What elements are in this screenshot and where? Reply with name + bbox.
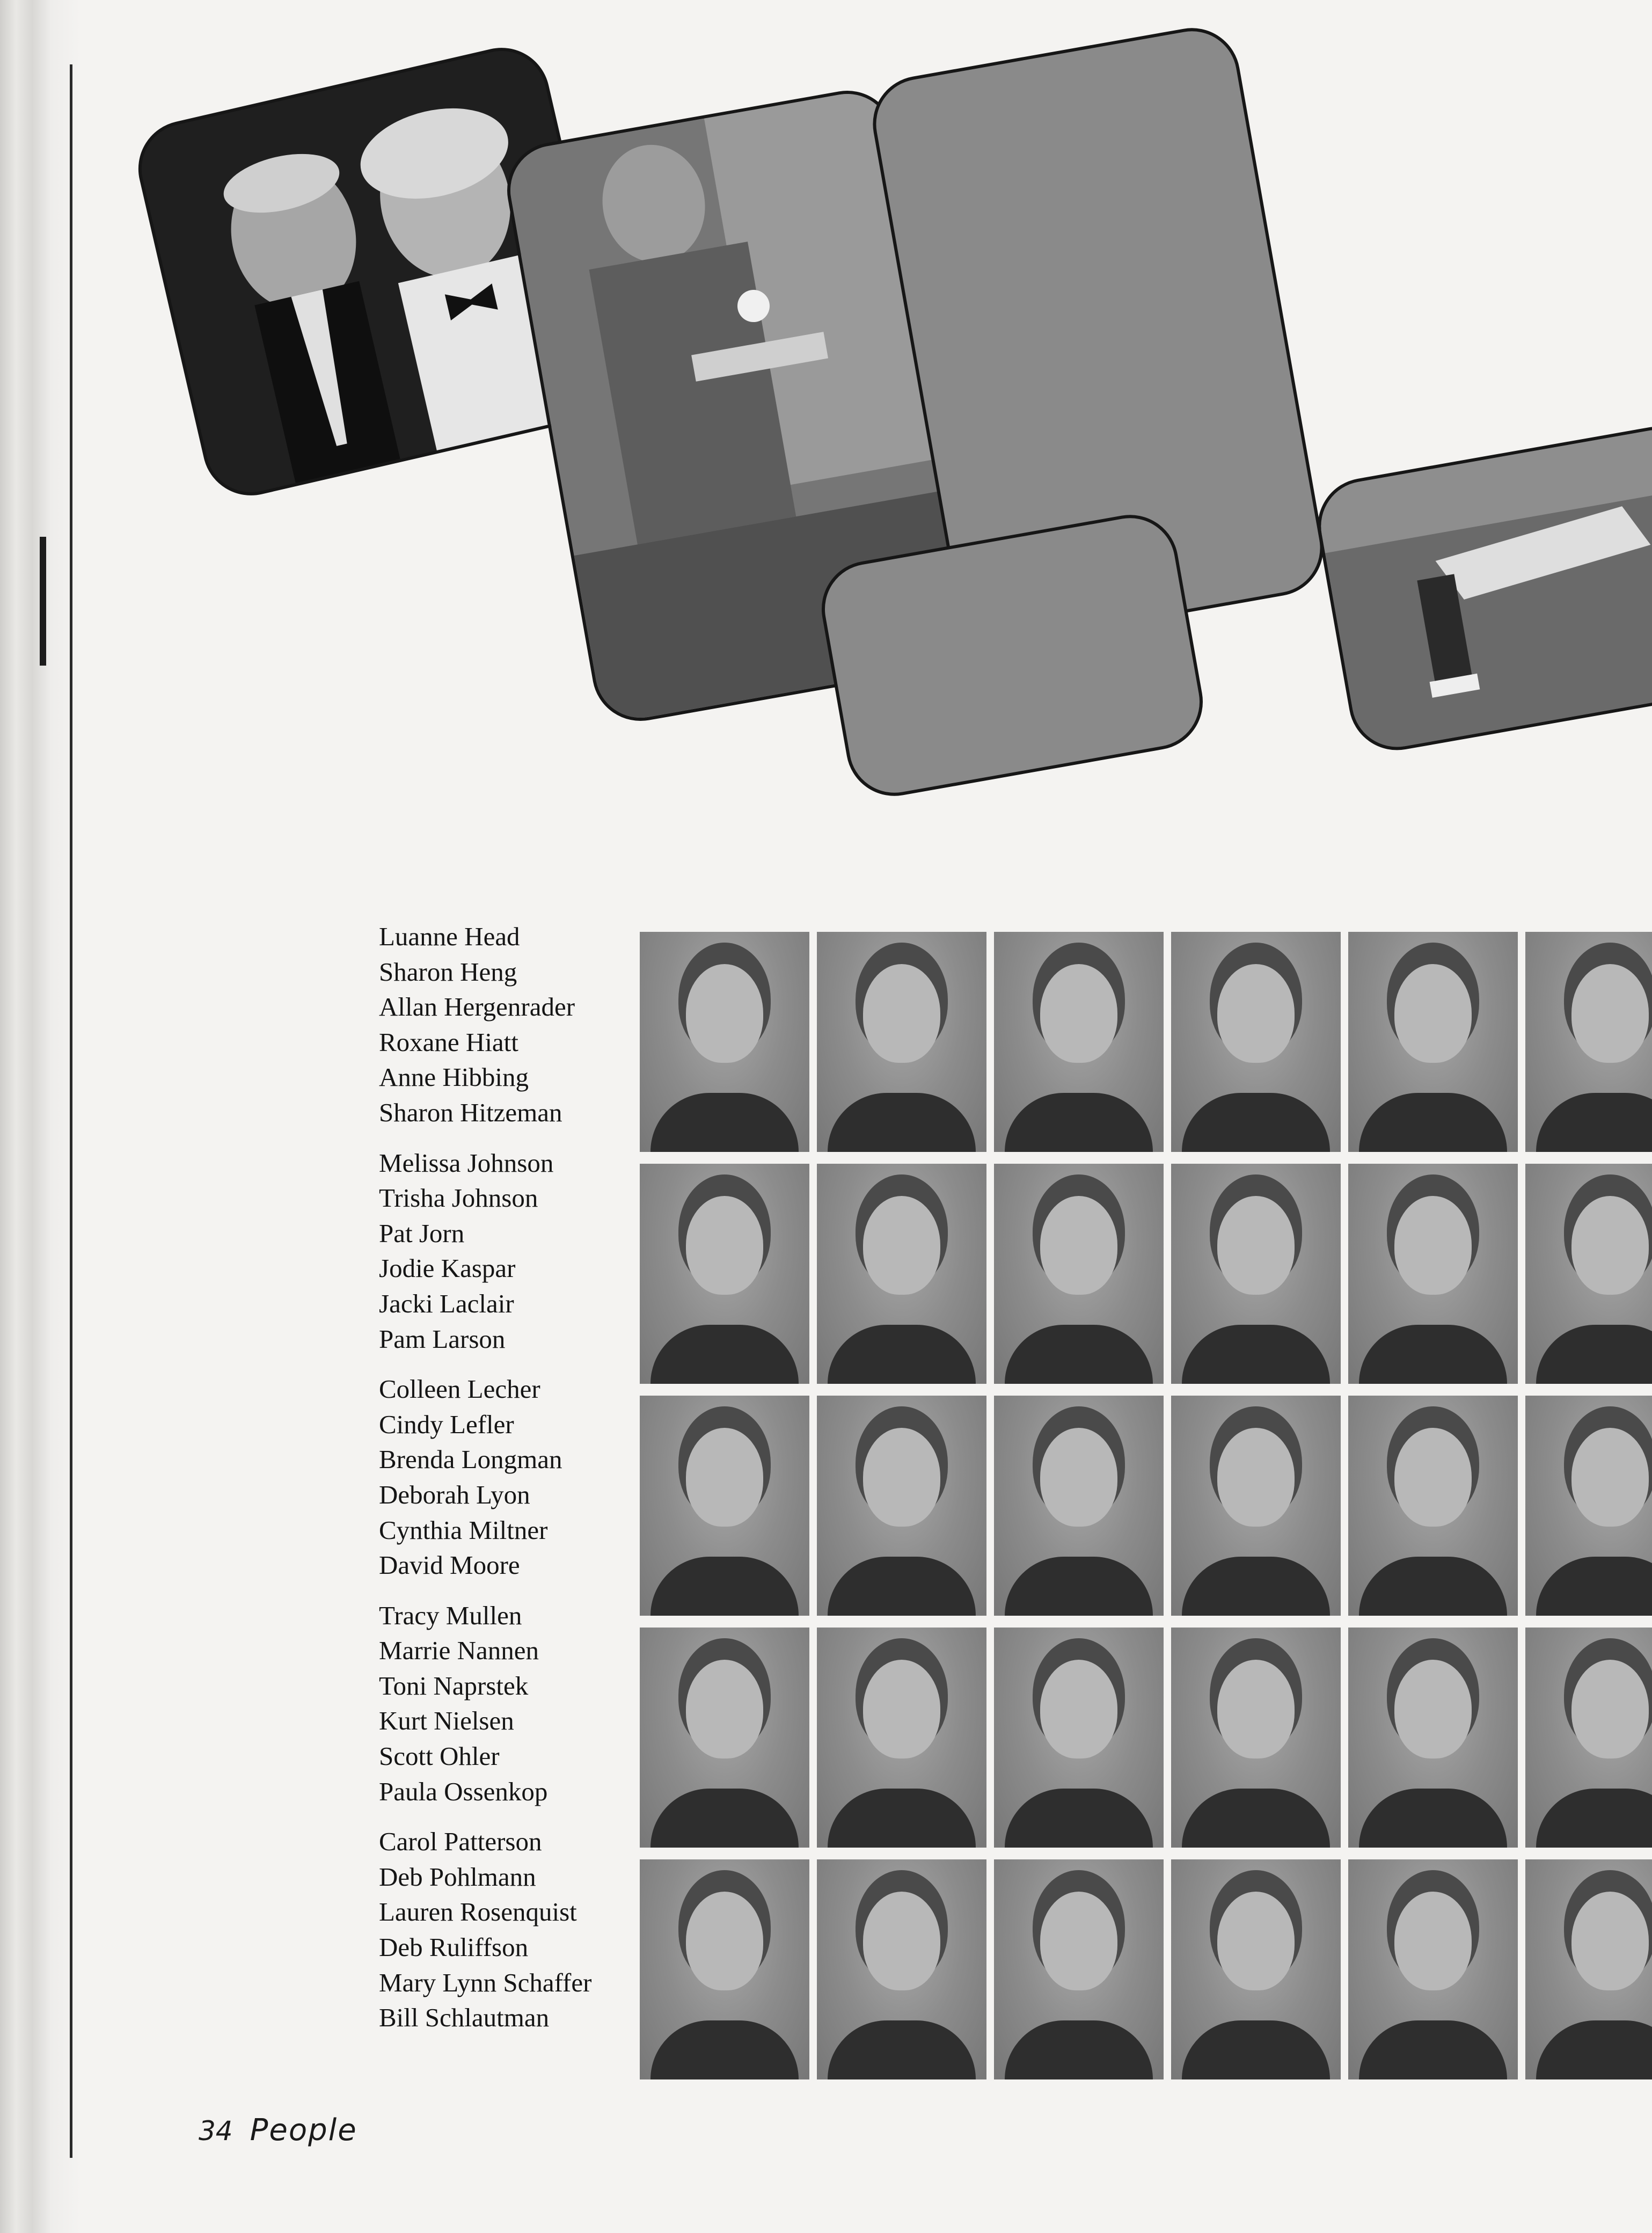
- portrait-shoulders: [828, 1789, 976, 1848]
- portrait-shoulders: [828, 1557, 976, 1616]
- staff-portrait: [640, 1396, 809, 1616]
- portrait-shoulders: [828, 1325, 976, 1384]
- staff-portrait: [994, 1164, 1164, 1384]
- page-edge: [0, 0, 81, 2233]
- portrait-shoulders: [1536, 2020, 1652, 2079]
- staff-name-roster: [379, 919, 591, 2050]
- portrait-shoulders: [828, 2020, 976, 2079]
- binding-mark: [40, 537, 46, 666]
- staff-portrait: [1525, 1859, 1652, 2079]
- name-group: [379, 1824, 591, 2035]
- staff-portrait: [1171, 1859, 1341, 2079]
- staff-name: Cynthia Miltner: [379, 1515, 548, 1545]
- portrait-face: [686, 1196, 763, 1295]
- portrait-shoulders: [1182, 1093, 1330, 1152]
- portrait-shoulders: [1536, 1325, 1652, 1384]
- staff-name: Tracy Mullen: [379, 1600, 522, 1630]
- portrait-face: [1571, 1428, 1649, 1527]
- portrait-shoulders: [1005, 1325, 1153, 1384]
- portrait-face: [1571, 964, 1649, 1063]
- staff-name: Deb Pohlmann: [379, 1862, 536, 1892]
- staff-name: Scott Ohler: [379, 1741, 500, 1771]
- portrait-face: [1394, 964, 1472, 1063]
- portrait-face: [1217, 1428, 1295, 1527]
- portrait-face: [686, 1660, 763, 1758]
- staff-name: Toni Naprstek: [379, 1670, 529, 1701]
- portrait-shoulders: [650, 1093, 799, 1152]
- portrait-face: [1571, 1892, 1649, 1990]
- staff-name: Deb Ruliffson: [379, 1932, 529, 1962]
- portrait-face: [686, 1892, 763, 1990]
- portrait-face: [1217, 1660, 1295, 1758]
- portrait-face: [863, 1892, 940, 1990]
- staff-portrait: [994, 1859, 1164, 2079]
- portrait-shoulders: [1536, 1557, 1652, 1616]
- gym-photo-image: [1314, 422, 1652, 754]
- staff-portrait: [817, 1396, 986, 1616]
- staff-name: Sharon Heng: [379, 957, 517, 987]
- portrait-face: [863, 964, 940, 1063]
- staff-portrait: [1348, 1396, 1518, 1616]
- staff-name: Cindy Lefler: [379, 1409, 514, 1439]
- staff-name: Jodie Kaspar: [379, 1253, 516, 1283]
- portrait-face: [1394, 1660, 1472, 1758]
- name-group: [379, 1145, 591, 1357]
- staff-name: Bill Schlautman: [379, 2003, 550, 2033]
- staff-portrait: [640, 1164, 809, 1384]
- portrait-face: [1040, 1196, 1117, 1295]
- portrait-shoulders: [1182, 1789, 1330, 1848]
- portrait-shoulders: [1359, 1557, 1507, 1616]
- portrait-shoulders: [650, 1325, 799, 1384]
- portrait-face: [1394, 1892, 1472, 1990]
- portrait-shoulders: [650, 1557, 799, 1616]
- staff-name: Sharon Hitzeman: [379, 1097, 562, 1127]
- portrait-face: [863, 1428, 940, 1527]
- portrait-shoulders: [1005, 1789, 1153, 1848]
- portrait-face: [1217, 964, 1295, 1063]
- page-folio: [199, 2113, 357, 2148]
- page-number: 34: [199, 2115, 233, 2147]
- portrait-shoulders: [1005, 2020, 1153, 2079]
- staff-portrait: [1348, 932, 1518, 1152]
- staff-name: Paula Ossenkop: [379, 1776, 548, 1806]
- staff-name: Carol Patterson: [379, 1827, 542, 1857]
- staff-portrait: [1348, 1628, 1518, 1848]
- name-group: [379, 919, 591, 1130]
- staff-name: Trisha Johnson: [379, 1183, 538, 1213]
- staff-name: Allan Hergenrader: [379, 992, 575, 1022]
- staff-portrait: [994, 1628, 1164, 1848]
- staff-name: Anne Hibbing: [379, 1062, 529, 1092]
- staff-name: Colleen Lecher: [379, 1374, 540, 1404]
- section-title: People: [250, 2113, 357, 2148]
- staff-portrait: [1348, 1164, 1518, 1384]
- portrait-shoulders: [1005, 1557, 1153, 1616]
- staff-portrait: [1525, 1396, 1652, 1616]
- staff-portrait: [994, 932, 1164, 1152]
- staff-portrait: [1171, 932, 1341, 1152]
- staff-name: Melissa Johnson: [379, 1148, 554, 1178]
- portrait-shoulders: [1182, 2020, 1330, 2079]
- portrait-face: [1040, 1428, 1117, 1527]
- staff-portrait: [640, 1628, 809, 1848]
- photo-gymnastics: [1310, 419, 1652, 757]
- portrait-face: [863, 1660, 940, 1758]
- portrait-grid: [640, 932, 1652, 2086]
- staff-name: Deborah Lyon: [379, 1479, 530, 1509]
- staff-name: Marrie Nannen: [379, 1636, 539, 1666]
- staff-name: Kurt Nielsen: [379, 1706, 514, 1736]
- staff-portrait: [817, 1859, 986, 2079]
- portrait-face: [1394, 1428, 1472, 1527]
- name-group: [379, 1371, 591, 1583]
- portrait-face: [1394, 1196, 1472, 1295]
- portrait-shoulders: [1359, 1093, 1507, 1152]
- binding-line: [70, 64, 72, 2158]
- portrait-face: [686, 1428, 763, 1527]
- portrait-face: [1040, 1892, 1117, 1990]
- name-group: [379, 1598, 591, 1809]
- portrait-shoulders: [1005, 1093, 1153, 1152]
- portrait-shoulders: [1359, 1789, 1507, 1848]
- portrait-shoulders: [1536, 1789, 1652, 1848]
- staff-name: Lauren Rosenquist: [379, 1897, 577, 1927]
- staff-name: Pat Jorn: [379, 1218, 465, 1248]
- portrait-face: [686, 964, 763, 1063]
- staff-portrait: [1525, 932, 1652, 1152]
- staff-portrait: [1525, 1164, 1652, 1384]
- portrait-shoulders: [650, 1789, 799, 1848]
- staff-name: Brenda Longman: [379, 1444, 562, 1475]
- staff-portrait: [640, 932, 809, 1152]
- staff-name: Roxane Hiatt: [379, 1027, 518, 1057]
- staff-name: Jacki Laclair: [379, 1288, 514, 1318]
- portrait-face: [1217, 1892, 1295, 1990]
- portrait-face: [1040, 1660, 1117, 1758]
- staff-portrait: [1171, 1164, 1341, 1384]
- portrait-shoulders: [1536, 1093, 1652, 1152]
- staff-name: Mary Lynn Schaffer: [379, 1967, 592, 1997]
- staff-portrait: [640, 1859, 809, 2079]
- staff-name: Pam Larson: [379, 1324, 506, 1354]
- staff-portrait: [1525, 1628, 1652, 1848]
- portrait-shoulders: [650, 2020, 799, 2079]
- staff-portrait: [1171, 1396, 1341, 1616]
- portrait-shoulders: [1359, 2020, 1507, 2079]
- staff-portrait: [817, 1164, 986, 1384]
- staff-portrait: [817, 1628, 986, 1848]
- staff-portrait: [817, 932, 986, 1152]
- staff-portrait: [1348, 1859, 1518, 2079]
- portrait-face: [1571, 1196, 1649, 1295]
- staff-name: Luanne Head: [379, 922, 520, 951]
- staff-portrait: [994, 1396, 1164, 1616]
- portrait-shoulders: [1359, 1325, 1507, 1384]
- portrait-shoulders: [1182, 1557, 1330, 1616]
- portrait-face: [1040, 964, 1117, 1063]
- staff-portrait: [1171, 1628, 1341, 1848]
- portrait-shoulders: [828, 1093, 976, 1152]
- portrait-shoulders: [1182, 1325, 1330, 1384]
- staff-name: David Moore: [379, 1550, 520, 1580]
- portrait-face: [1217, 1196, 1295, 1295]
- portrait-face: [863, 1196, 940, 1295]
- portrait-face: [1571, 1660, 1649, 1758]
